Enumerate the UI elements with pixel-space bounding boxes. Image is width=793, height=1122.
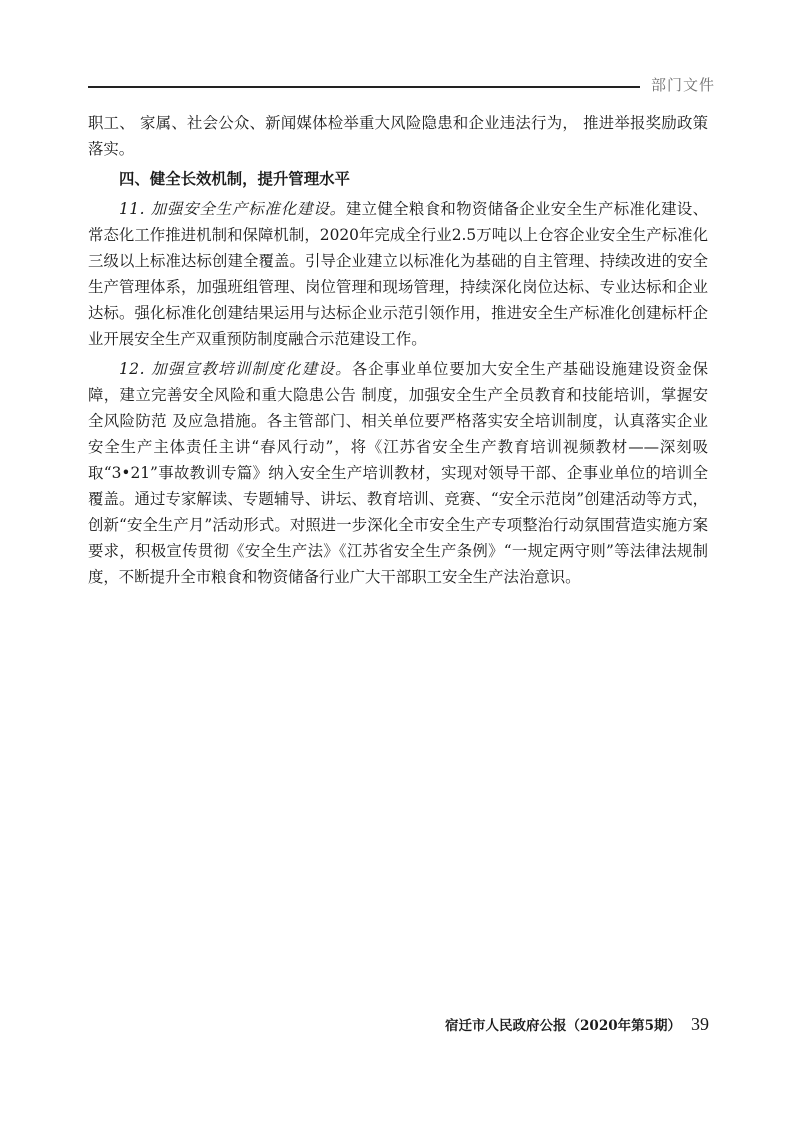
item-12-label: 12. 加强宣教培训制度化建设。 [119,360,352,378]
item-11-text: 建立健全粮食和物资储备企业安全生产标准化建设、常态化工作推进机制和保障机制，2020年完成全行业2.5万吨以上仓容企业安全生产标准化三级以上标准达标创建全覆盖。引导企业建立以标准化为基础的自主管理、持续改进的安全生产管理体系，加强班组管理、岗位管理和现场管理，持续深化岗位达标、专业达标和企业达标。强化标准化创建结果运用与达标企业示范引领作用，推进安全生产标准化创建标杆企业开展安全生产双重预防制度融合示范建设工作。 [88,200,708,348]
paragraph-continuation: 职工、 家属、社会公众、新闻媒体检举重大风险隐患和企业违法行为， 推进举报奖励政策落实。 [88,114,708,158]
section-tab: 部门文件 [651,76,716,94]
header-rule [88,86,640,88]
item-12-text: 各企事业单位要加大安全生产基础设施建设资金保障，建立完善安全风险和重大隐患公告 制度，加强安全生产全员教育和技能培训，掌握安全风险防范 及应急措施。各主管部门、相关单位要严格落实安全培训制度，认真落实企业安全生产主体责任主讲“春风行动”，将《江苏省安全生产教育培训视频教材——深刻吸取“3•21”事故教训专篇》纳入安全生产培训教材，实现对领导干部、企事业单位的培训全覆盖。通过专家解读、专题辅导、讲坛、教育培训、竞赛、“安全示范岗”创建活动等方式，创新“安全生产月”活动形式。对照进一步深化全市安全生产专项整治行动氛围营造实施方案要求，积极宣传贯彻《安全生产法》《江苏省安全生产条例》“一规定两守则”等法律法规制度，不断提升全市粮食和物资储备行业广大干部职工安全生产法治意识。 [88,360,708,586]
publication-title: 宿迁市人民政府公报（2020年第5期） [445,1018,681,1034]
page-footer [445,1014,709,1035]
document-body [88,110,708,590]
page-number: 39 [691,1014,709,1034]
item-11-label: 11. 加强安全生产标准化建设。 [119,200,346,218]
paragraph-item-12 [88,356,708,590]
paragraph-item-11 [88,196,708,352]
section-heading: 四、健全长效机制，提升管理水平 [119,170,350,188]
